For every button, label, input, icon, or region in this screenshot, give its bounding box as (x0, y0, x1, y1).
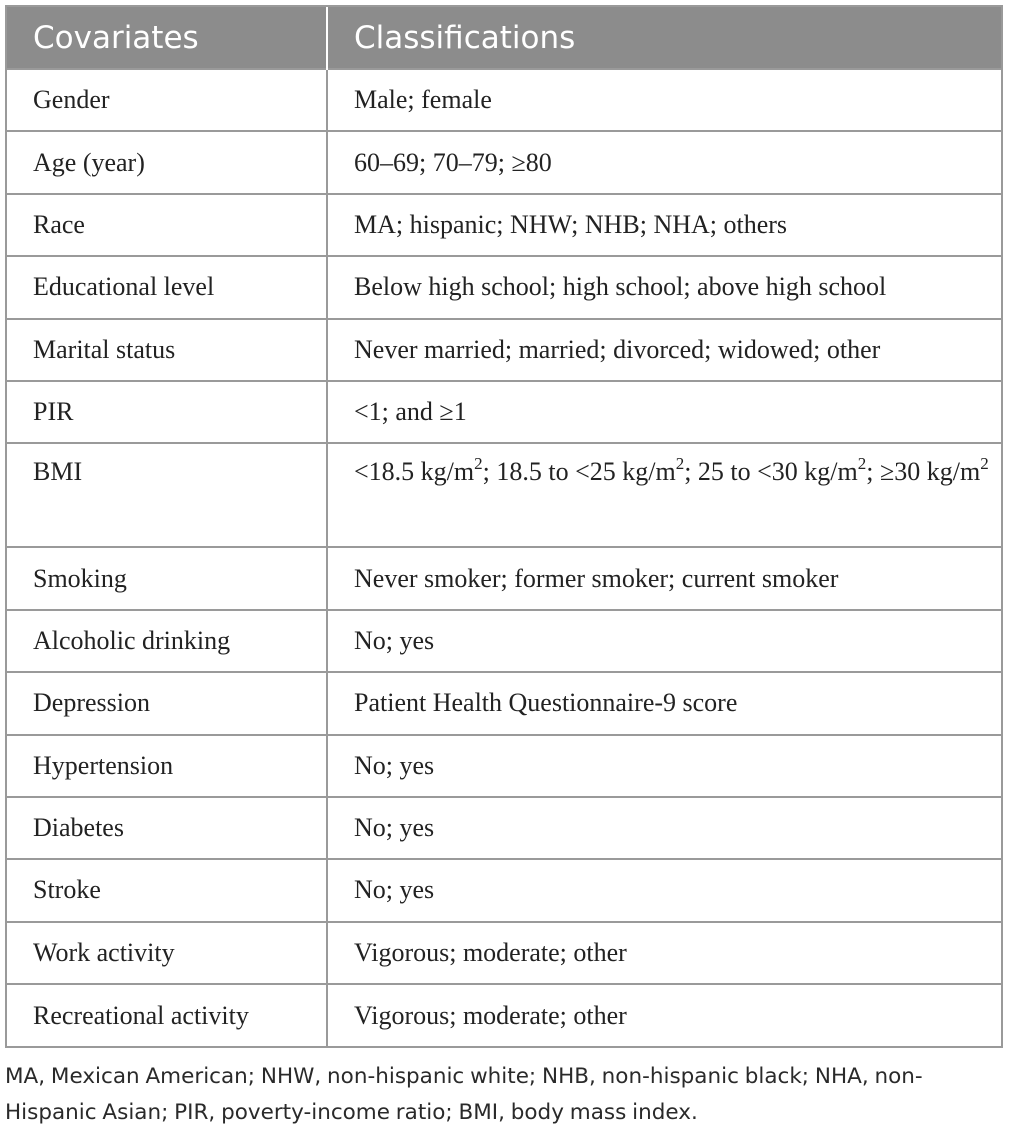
covariate-cell: Work activity (7, 922, 327, 984)
table-row (7, 381, 1001, 443)
covariate-cell: Stroke (7, 859, 327, 921)
covariate-cell: Recreational activity (7, 984, 327, 1046)
table-header-row (7, 7, 1001, 69)
classification-cell: 60–69; 70–79; ≥80 (327, 131, 1001, 193)
table-row (7, 797, 1001, 859)
classification-cell: Male; female (327, 69, 1001, 131)
classification-cell: Patient Health Questionnaire-9 score (327, 672, 1001, 734)
covariates-table (5, 5, 1003, 1048)
covariate-cell: Educational level (7, 256, 327, 318)
classification-cell: MA; hispanic; NHW; NHB; NHA; others (327, 194, 1001, 256)
classification-cell: Vigorous; moderate; other (327, 922, 1001, 984)
classification-cell: Never married; married; divorced; widowed; other (327, 319, 1001, 381)
covariate-cell: Gender (7, 69, 327, 131)
covariate-cell: Alcoholic drinking (7, 610, 327, 672)
table-row (7, 922, 1001, 984)
classification-cell: Vigorous; moderate; other (327, 984, 1001, 1046)
table-row (7, 859, 1001, 921)
table-row (7, 735, 1001, 797)
table-row (7, 984, 1001, 1046)
superscript-2: 2 (675, 453, 685, 473)
superscript-2: 2 (857, 453, 867, 473)
bmi-range-4: ; ≥30 kg/m (866, 457, 981, 487)
covariate-cell: BMI (7, 443, 327, 547)
covariate-cell: Hypertension (7, 735, 327, 797)
table-row (7, 69, 1001, 131)
bmi-range-3: ; 25 to <30 kg/m (684, 457, 858, 487)
covariates-table-grid (7, 7, 1001, 1046)
superscript-2: 2 (474, 453, 483, 473)
bmi-range-2: ; 18.5 to <25 kg/m (482, 457, 676, 487)
table-row (7, 256, 1001, 318)
covariate-cell: Smoking (7, 547, 327, 609)
header-classifications: Classifications (327, 7, 1001, 69)
table-row (7, 131, 1001, 193)
classification-cell: Below high school; high school; above high school (327, 256, 1001, 318)
table-row (7, 319, 1001, 381)
bmi-range-1: <18.5 kg/m (354, 457, 475, 487)
classification-cell: <1; and ≥1 (327, 381, 1001, 443)
classification-cell-bmi (327, 443, 1001, 547)
covariate-cell: Marital status (7, 319, 327, 381)
table-row (7, 672, 1001, 734)
covariate-cell: Race (7, 194, 327, 256)
superscript-2: 2 (980, 453, 989, 473)
classification-cell: No; yes (327, 797, 1001, 859)
header-covariates: Covariates (7, 7, 327, 69)
covariate-cell: Diabetes (7, 797, 327, 859)
table-row (7, 443, 1001, 547)
table-row (7, 610, 1001, 672)
classification-cell: No; yes (327, 610, 1001, 672)
covariate-cell: PIR (7, 381, 327, 443)
classification-cell: No; yes (327, 859, 1001, 921)
covariate-cell: Age (year) (7, 131, 327, 193)
covariate-cell: Depression (7, 672, 327, 734)
table-row (7, 547, 1001, 609)
table-row (7, 194, 1001, 256)
table-footnote: MA, Mexican American; NHW, non-hispanic white; NHB, non-hispanic black; NHA, non-Hispanic Asian; PIR, poverty-income ratio; BMI, body mass index. (5, 1064, 923, 1125)
classification-cell: Never smoker; former smoker; current smoker (327, 547, 1001, 609)
classification-cell: No; yes (327, 735, 1001, 797)
